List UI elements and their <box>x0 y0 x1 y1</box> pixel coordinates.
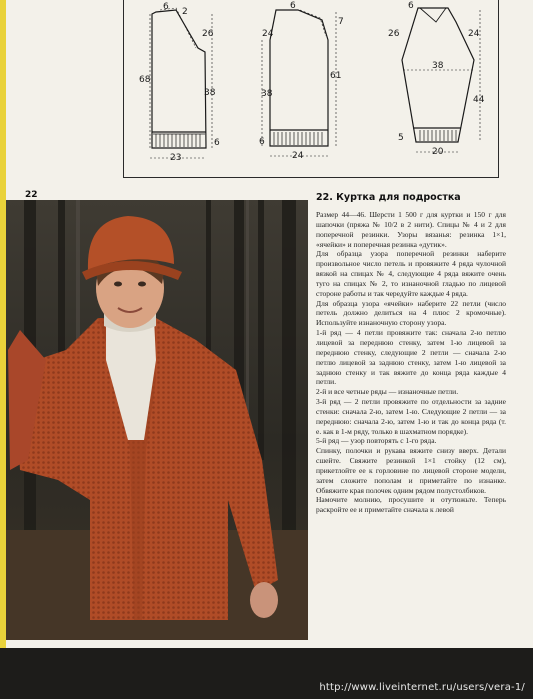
sleeve-label-cap-right: 24 <box>468 29 480 39</box>
front-label-side: 38 <box>204 88 216 98</box>
back-label-neck: 6 <box>290 1 296 11</box>
sleeve-label-cap: 6 <box>408 1 414 11</box>
watermark-url: http://www.liveinternet.ru/users/vera-1/ <box>319 682 525 693</box>
back-label-shoulder: 7 <box>338 17 344 27</box>
front-label-length: 68 <box>139 75 151 85</box>
sleeve-label-cuff: 5 <box>398 133 404 143</box>
article-paragraph: Намочите молнию, просушите и отутюжьте. Теперь раскройте ее и приметайте сначала к левой <box>316 495 506 515</box>
article-paragraph: Для образца узора «ячейки» наберите 22 петли (число петель должно делиться на 4 плюс 2 кромочные). Используйте изнаночную сторону узора. <box>316 298 506 328</box>
sleeve-label-length: 44 <box>473 95 485 105</box>
back-label-rib: 6 <box>259 137 265 147</box>
article-paragraph: Для образца узора поперечной резинки наберите произвольное число петель и провяжите 4 ряда чулочной вязкой на спицах № 4, следующие 4 ряда вяжите очень туго на спицах № 2, то изнаночной гладью по лицевой стороне работы и так чередуйте каждые 4 ряда. <box>316 249 506 298</box>
front-label-armhole: 26 <box>202 29 214 39</box>
front-label-shoulder: 2 <box>182 7 188 17</box>
article-paragraph: Спинку, полочки и рукава вяжите снизу вверх. Детали сшейте. Свяжите резинкой 1×1 стойку (12 см), прикетлойте ее к горловине по лицевой стороне модели, затем сложите пополам и приметайте по изнанке. Обвяжите края полочек одним рядом полустолбиков. <box>316 446 506 495</box>
back-label-side: 38 <box>261 89 273 99</box>
sleeve-label-bottom: 20 <box>432 147 444 157</box>
page-number: 22 <box>25 190 38 200</box>
sleeve-label-cap-left: 26 <box>388 29 400 39</box>
front-label-rib: 6 <box>214 138 220 148</box>
article-paragraph: Размер 44—46. Шерсти 1 500 г для куртки и 150 г для шапочки (пряжа № 10/2 в 2 нити). Спицы № 4 и 2 для поперечной резинки. Узоры вязанья: резинка 1×1, «ячейки» и поперечная резинка «дутик». <box>316 210 506 249</box>
back-label-armhole: 24 <box>262 29 274 39</box>
back-label-width: 24 <box>292 151 304 161</box>
article-paragraph: 2-й и все четные ряды — изнаночные петли. <box>316 387 459 397</box>
back-label-length: 61 <box>330 71 342 81</box>
front-label-width: 23 <box>170 153 182 163</box>
article-paragraph: 3-й ряд — 2 петли провяжите по отдельности за задние стенки: сначала 2-ю, затем 1-ю. Следующие 2 петли — за переднюю: сначала 2-ю, затем 1-ю и так до конца ряда (т. е. как в 1-м ряду, только в шахматном порядке). <box>316 397 506 436</box>
article-title: 22. Куртка для подростка <box>316 192 461 203</box>
article-body <box>316 210 506 515</box>
pattern-diagrams <box>0 0 533 180</box>
article-paragraph: 5-й ряд — узор повторять с 1-го ряда. <box>316 436 437 446</box>
article-paragraph: 1-й ряд — 4 петли провяжите так: сначала 2-ю петлю лицевой за переднюю стенку, затем 1-ю лицевой за переднюю стенку, следующие 2 петли — сначала 2-ю петлю лицевой за заднюю стенку, затем 1-ю лицевой за заднюю стенку и так вяжите до конца ряда каждые 4 петли. <box>316 328 506 387</box>
front-label-neck: 6 <box>163 2 169 12</box>
photo-boy-in-jacket <box>6 200 308 640</box>
article <box>316 192 506 515</box>
sleeve-label-width: 38 <box>432 61 444 71</box>
